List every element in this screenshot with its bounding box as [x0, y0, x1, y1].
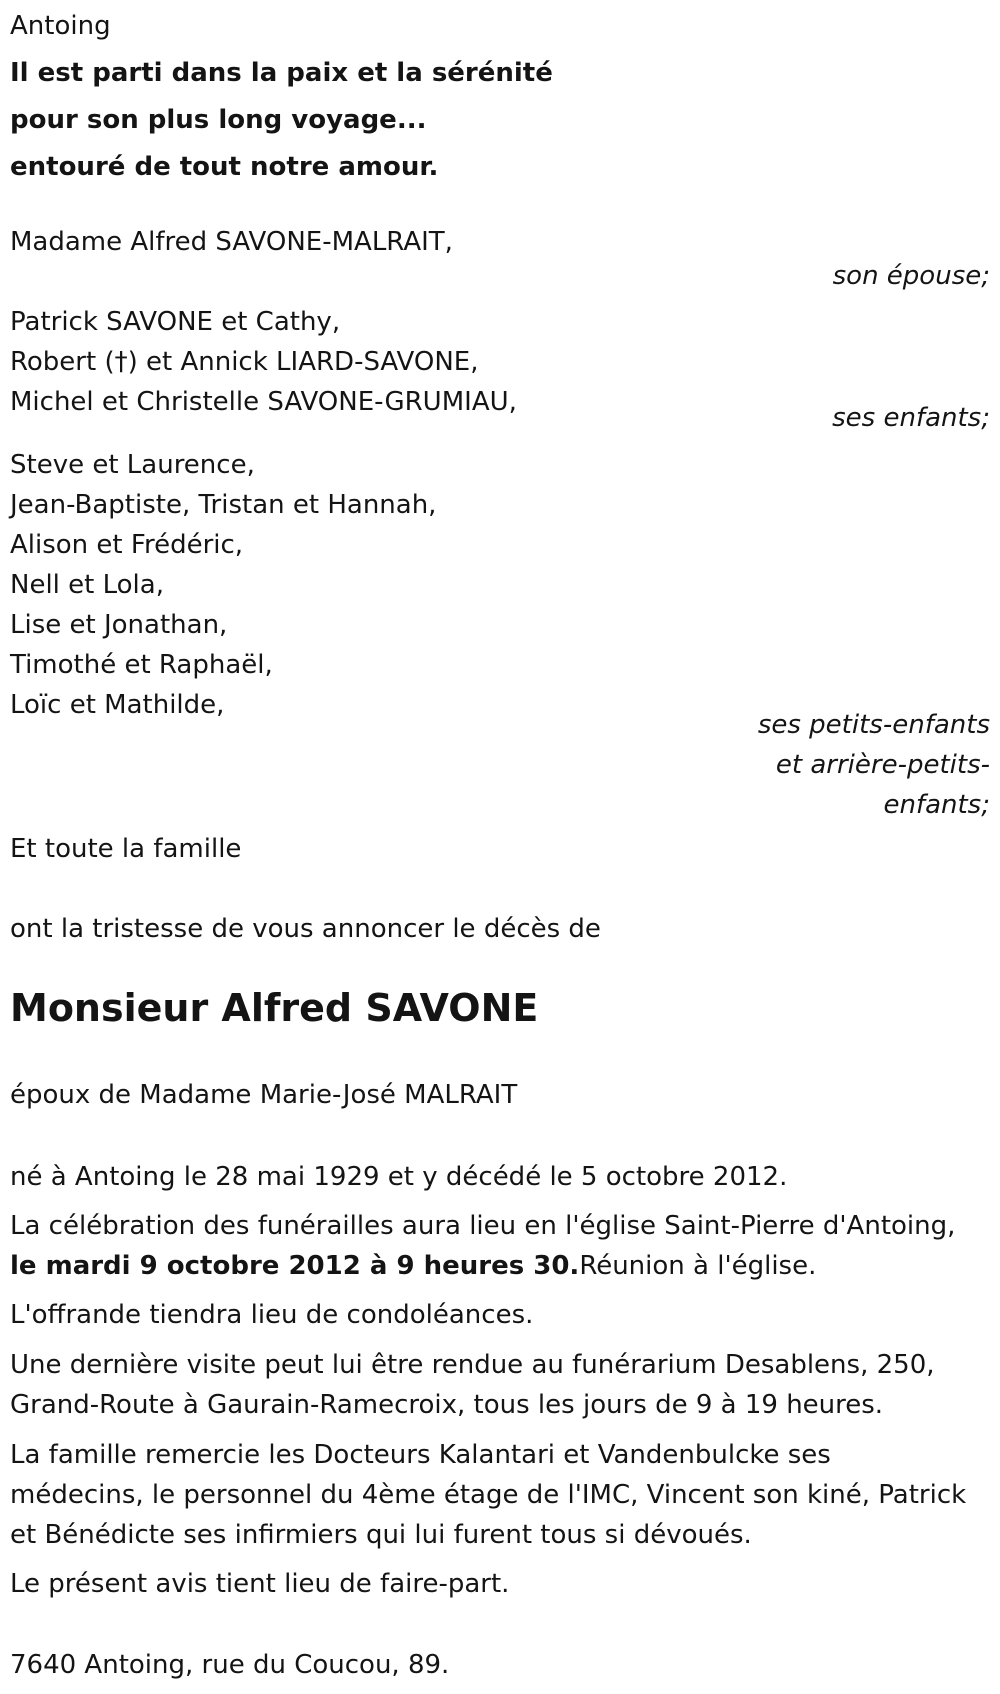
funeral-datetime: le mardi 9 octobre 2012 à 9 heures 30.: [10, 1251, 580, 1281]
spouse-relation: son épouse;: [832, 261, 990, 291]
location-heading: Antoing: [10, 11, 111, 41]
deceased-name: Monsieur Alfred SAVONE: [10, 986, 539, 1030]
grandchild-line: Lise et Jonathan,: [10, 610, 228, 640]
notice-line: Le présent avis tient lieu de faire-part.: [10, 1569, 510, 1599]
children-relation: ses enfants;: [832, 403, 990, 433]
visit-line: Une dernière visite peut lui être rendue au funérarium Desablens, 250,: [10, 1350, 935, 1380]
grandchildren-relation-line: ses petits-enfants: [757, 710, 990, 740]
child-line: Patrick SAVONE et Cathy,: [10, 307, 341, 337]
grandchild-line: Steve et Laurence,: [10, 450, 255, 480]
verse-line-3: entouré de tout notre amour.: [10, 152, 439, 182]
grandchild-line: Jean-Baptiste, Tristan et Hannah,: [10, 490, 437, 520]
thanks-line: et Bénédicte ses infirmiers qui lui furent tous si dévoués.: [10, 1520, 752, 1550]
verse-line-2: pour son plus long voyage...: [10, 105, 427, 135]
funeral-datetime-line: [10, 1246, 990, 1286]
grandchildren-relation-line: et arrière-petits-: [775, 750, 990, 780]
grandchild-line: Nell et Lola,: [10, 570, 164, 600]
thanks-line: médecins, le personnel du 4ème étage de l'IMC, Vincent son kiné, Patrick: [10, 1480, 967, 1510]
grandchild-line: Timothé et Raphaël,: [10, 650, 273, 680]
grandchild-line: Alison et Frédéric,: [10, 530, 244, 560]
child-line: Michel et Christelle SAVONE-GRUMIAU,: [10, 387, 517, 417]
address-line: 7640 Antoing, rue du Coucou, 89.: [10, 1650, 450, 1680]
visit-line: Grand-Route à Gaurain-Ramecroix, tous les jours de 9 à 19 heures.: [10, 1390, 884, 1420]
grandchildren-relation-line: enfants;: [883, 790, 990, 820]
announcement-intro: ont la tristesse de vous annoncer le décès de: [10, 914, 601, 944]
verse-line-1: Il est parti dans la paix et la sérénité: [10, 58, 553, 88]
other-family: Et toute la famille: [10, 834, 242, 864]
spouse-name: Madame Alfred SAVONE-MALRAIT,: [10, 227, 453, 257]
funeral-meeting: Réunion à l'église.: [579, 1251, 817, 1281]
spouse-of-line: époux de Madame Marie-José MALRAIT: [10, 1080, 518, 1110]
offering-line: L'offrande tiendra lieu de condoléances.: [10, 1300, 534, 1330]
grandchild-line: Loïc et Mathilde,: [10, 690, 225, 720]
child-line: Robert (†) et Annick LIARD-SAVONE,: [10, 347, 479, 377]
birth-death-line: né à Antoing le 28 mai 1929 et y décédé le 5 octobre 2012.: [10, 1162, 788, 1192]
thanks-line: La famille remercie les Docteurs Kalantari et Vandenbulcke ses: [10, 1440, 831, 1470]
funeral-intro: La célébration des funérailles aura lieu en l'église Saint-Pierre d'Antoing,: [10, 1211, 956, 1241]
